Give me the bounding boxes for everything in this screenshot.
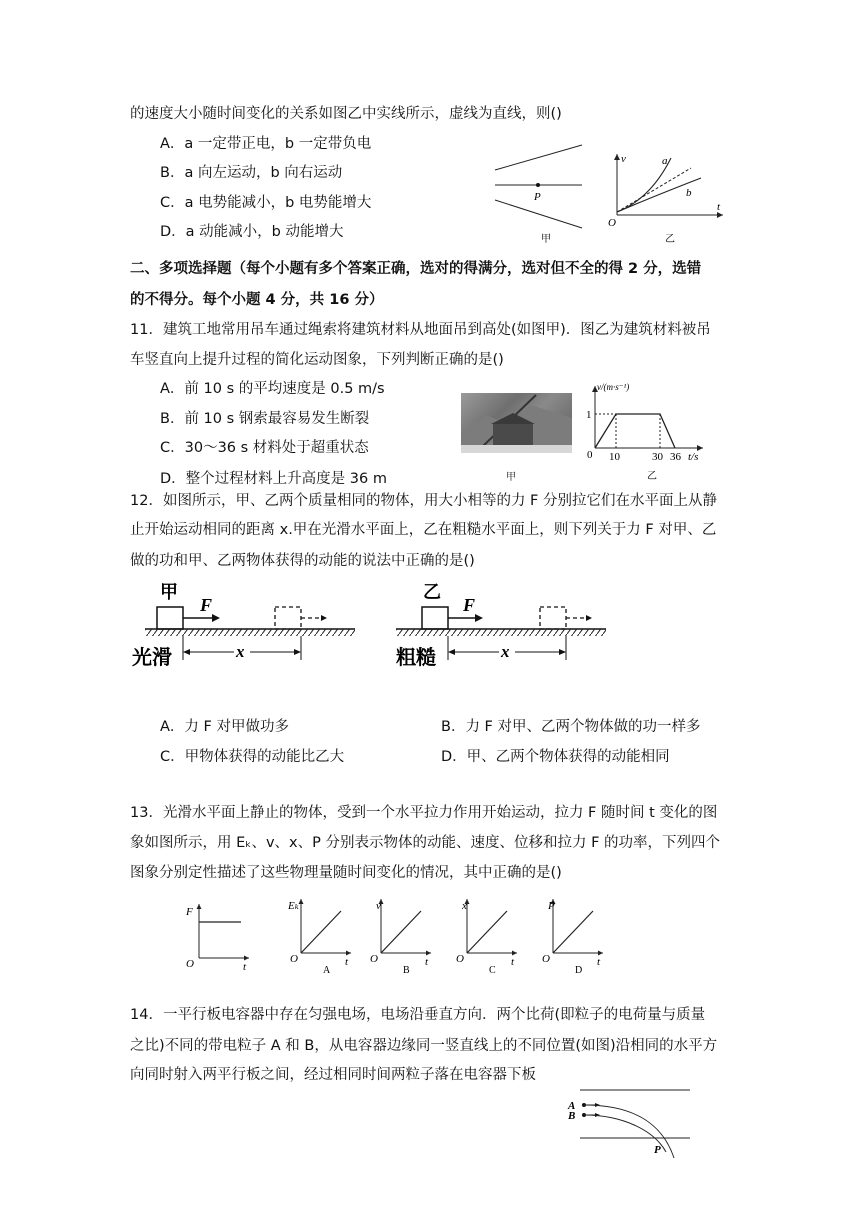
origin-label: O [542,953,550,965]
origin-label: O [290,953,298,965]
dist-label: x [236,642,245,661]
x-tick-10: 10 [609,451,620,463]
surface-hatch [396,629,606,636]
force-arrow-head [212,614,220,622]
q13-graph-c [451,893,521,975]
q12-figure-right [393,578,623,670]
point-p-label: P [654,1144,661,1156]
q14-capacitor-figure [562,1082,702,1212]
v-axis-arrow [614,154,620,160]
t-label: t [243,961,247,973]
q13-graph-d [537,893,607,975]
graph-caption: A [323,965,331,975]
y-axis-arrow [197,904,202,909]
dist-arrow-right [559,649,566,655]
q12-stem-line2: 止开始运动相同的距离 x.甲在光滑水平面上，乙在粗糙水平面上，则下列关于力 F 对甲、乙 [130,522,717,538]
q12-option-c[interactable]: C．甲物体获得的动能比乙大 [160,749,345,765]
graph-caption-yi: 乙 [647,471,657,482]
x-axis-label: t/s [688,451,699,463]
q14-stem-line2: 之比)不同的带电粒子 A 和 B，从电容器边缘同一竖直线上的不同位置(如图)沿相同的水平方 [130,1038,718,1054]
curve-b-label: b [686,187,692,199]
section2-heading-line2: 的不得分。每个小题 4 分，共 16 分） [130,292,384,308]
t-axis-arrow [244,956,249,961]
x-tick-30: 30 [652,451,663,463]
dashed-line [617,168,691,212]
v-label: v [621,153,626,165]
particle-b-label: B [568,1110,576,1122]
q11-option-a[interactable]: A．前 10 s 的平均速度是 0.5 m/s [160,381,385,397]
q13-stem-line1: 13．光滑水平面上静止的物体，受到一个水平拉力作用开始运动，拉力 F 随时间 t 变化的图 [130,805,718,821]
q10-option-d[interactable]: D．a 动能减小，b 动能增大 [160,224,344,240]
q11-vt-graph [585,380,715,490]
q11-stem-line1: 11．建筑工地常用吊车通过绳索将建筑材料从地面吊到高处(如图甲)．图乙为建筑材料被吊 [130,322,711,338]
origin-label: O [370,953,378,965]
q10-figure-jia [490,138,600,248]
origin-label: 0 [587,449,593,461]
y-label: F [186,906,193,918]
object-jia-label: 甲 [160,582,178,602]
y-label: Eₖ [288,900,299,912]
point-p-label: P [534,191,541,203]
graph-caption: C [489,965,496,975]
linear-line [467,911,507,953]
dist-arrow-right [294,649,301,655]
crane-photo [461,393,572,453]
q10-option-c[interactable]: C．a 电势能减小，b 电势能增大 [160,195,372,211]
q11-option-b[interactable]: B．前 10 s 钢索最容易发生断裂 [160,411,370,427]
q13-stem-line3: 图象分别定性描述了这些物理量随时间变化的情况，其中正确的是() [130,865,562,881]
q11-option-d[interactable]: D．整个过程材料上升高度是 36 m [160,471,387,487]
t-label: t [597,956,601,968]
surface-hatch [145,629,355,636]
origin-label: O [608,217,616,229]
q13-graph-f [183,898,253,976]
y-axis-arrow [299,899,304,904]
block-jia [157,607,183,629]
crane-photo-art [461,393,572,453]
field-line-top [495,145,582,170]
q12-option-d[interactable]: D．甲、乙两个物体获得的动能相同 [441,749,670,765]
q10-figure-yi [605,150,730,250]
building-shape [493,423,533,445]
y-tick-1: 1 [586,409,592,421]
block-yi-final [540,607,566,629]
q10-option-a[interactable]: A．a 一定带正电，b 一定带负电 [160,136,372,152]
linear-line [381,911,421,953]
origin-label: O [456,953,464,965]
section2-heading-line1: 二、多项选择题（每个小题有多个答案正确，选对的得满分，选对但不全的得 2 分，选错 [130,261,702,277]
t-axis-arrow [512,951,517,956]
t-label: t [511,956,515,968]
q13-stem-line2: 象如图所示，用 Eₖ、v、x、P 分别表示物体的动能、速度、位移和拉力 F 的功率，下列四个 [130,835,721,851]
photo-caption-jia: 甲 [506,472,516,483]
curve-a-label: a [662,155,668,167]
q13-graph-a [285,893,355,975]
field-line-bottom [495,200,582,228]
surface-label-rough: 粗糙 [396,647,436,669]
force-arrow-head [475,614,483,622]
block-yi [422,607,448,629]
q10-stem-line: 的速度大小随时间变化的关系如图乙中实线所示，虚线为直线，则() [130,106,562,122]
dist-label: x [501,642,510,661]
ground-shape [461,445,572,453]
linear-line [301,911,341,953]
q12-option-a[interactable]: A．力 F 对甲做功多 [160,719,289,735]
t-label: t [425,956,429,968]
t-label: t [717,201,721,213]
dist-arrow-left [448,649,455,655]
q11-option-c[interactable]: C．30～36 s 材料处于超重状态 [160,440,369,456]
force-label: F [200,595,213,615]
particle-a-label: A [568,1100,576,1112]
point-p-dot [536,183,540,187]
surface-label-smooth: 光滑 [132,647,172,669]
origin-label: O [186,958,194,970]
fig-jia-caption: 甲 [541,234,551,245]
q12-figure-left [130,578,360,670]
graph-caption: B [403,965,410,975]
q12-stem-line3: 做的功和甲、乙两物体获得的动能的说法中正确的是() [130,553,475,569]
final-arrow-head [586,615,592,621]
t-label: t [345,956,349,968]
block-jia-final [275,607,301,629]
q10-option-b[interactable]: B．a 向左运动，b 向右运动 [160,165,343,181]
q12-stem-line1: 12．如图所示，甲、乙两个质量相同的物体，用大小相等的力 F 分别拉它们在水平面上从静 [130,493,718,509]
y-label: P [548,900,555,912]
vt-polyline [595,414,675,448]
y-label: v [376,900,381,912]
object-yi-label: 乙 [423,582,441,602]
linear-line [553,911,593,953]
t-axis-arrow [346,951,351,956]
v-axis-label: v/(m·s⁻¹) [597,382,630,392]
q13-graph-b [365,893,435,975]
q14-stem-line3: 向同时射入两平行板之间，经过相同时间两粒子落在电容器下板 [130,1067,536,1083]
q11-stem-line2: 车竖直向上提升过程的简化运动图象，下列判断正确的是() [130,352,504,368]
force-label: F [463,595,476,615]
final-arrow-head [321,615,327,621]
t-axis-arrow [426,951,431,956]
dist-arrow-left [183,649,190,655]
t-axis-arrow [598,951,603,956]
x-tick-36: 36 [670,451,681,463]
q12-option-b[interactable]: B．力 F 对甲、乙两个物体做的功一样多 [441,719,701,735]
graph-caption: D [575,965,583,975]
fig-yi-caption: 乙 [665,234,675,245]
q14-stem-line1: 14．一平行板电容器中存在匀强电场，电场沿垂直方向．两个比荷(即粒子的电荷量与质量 [130,1007,706,1023]
y-label: x [462,900,467,912]
